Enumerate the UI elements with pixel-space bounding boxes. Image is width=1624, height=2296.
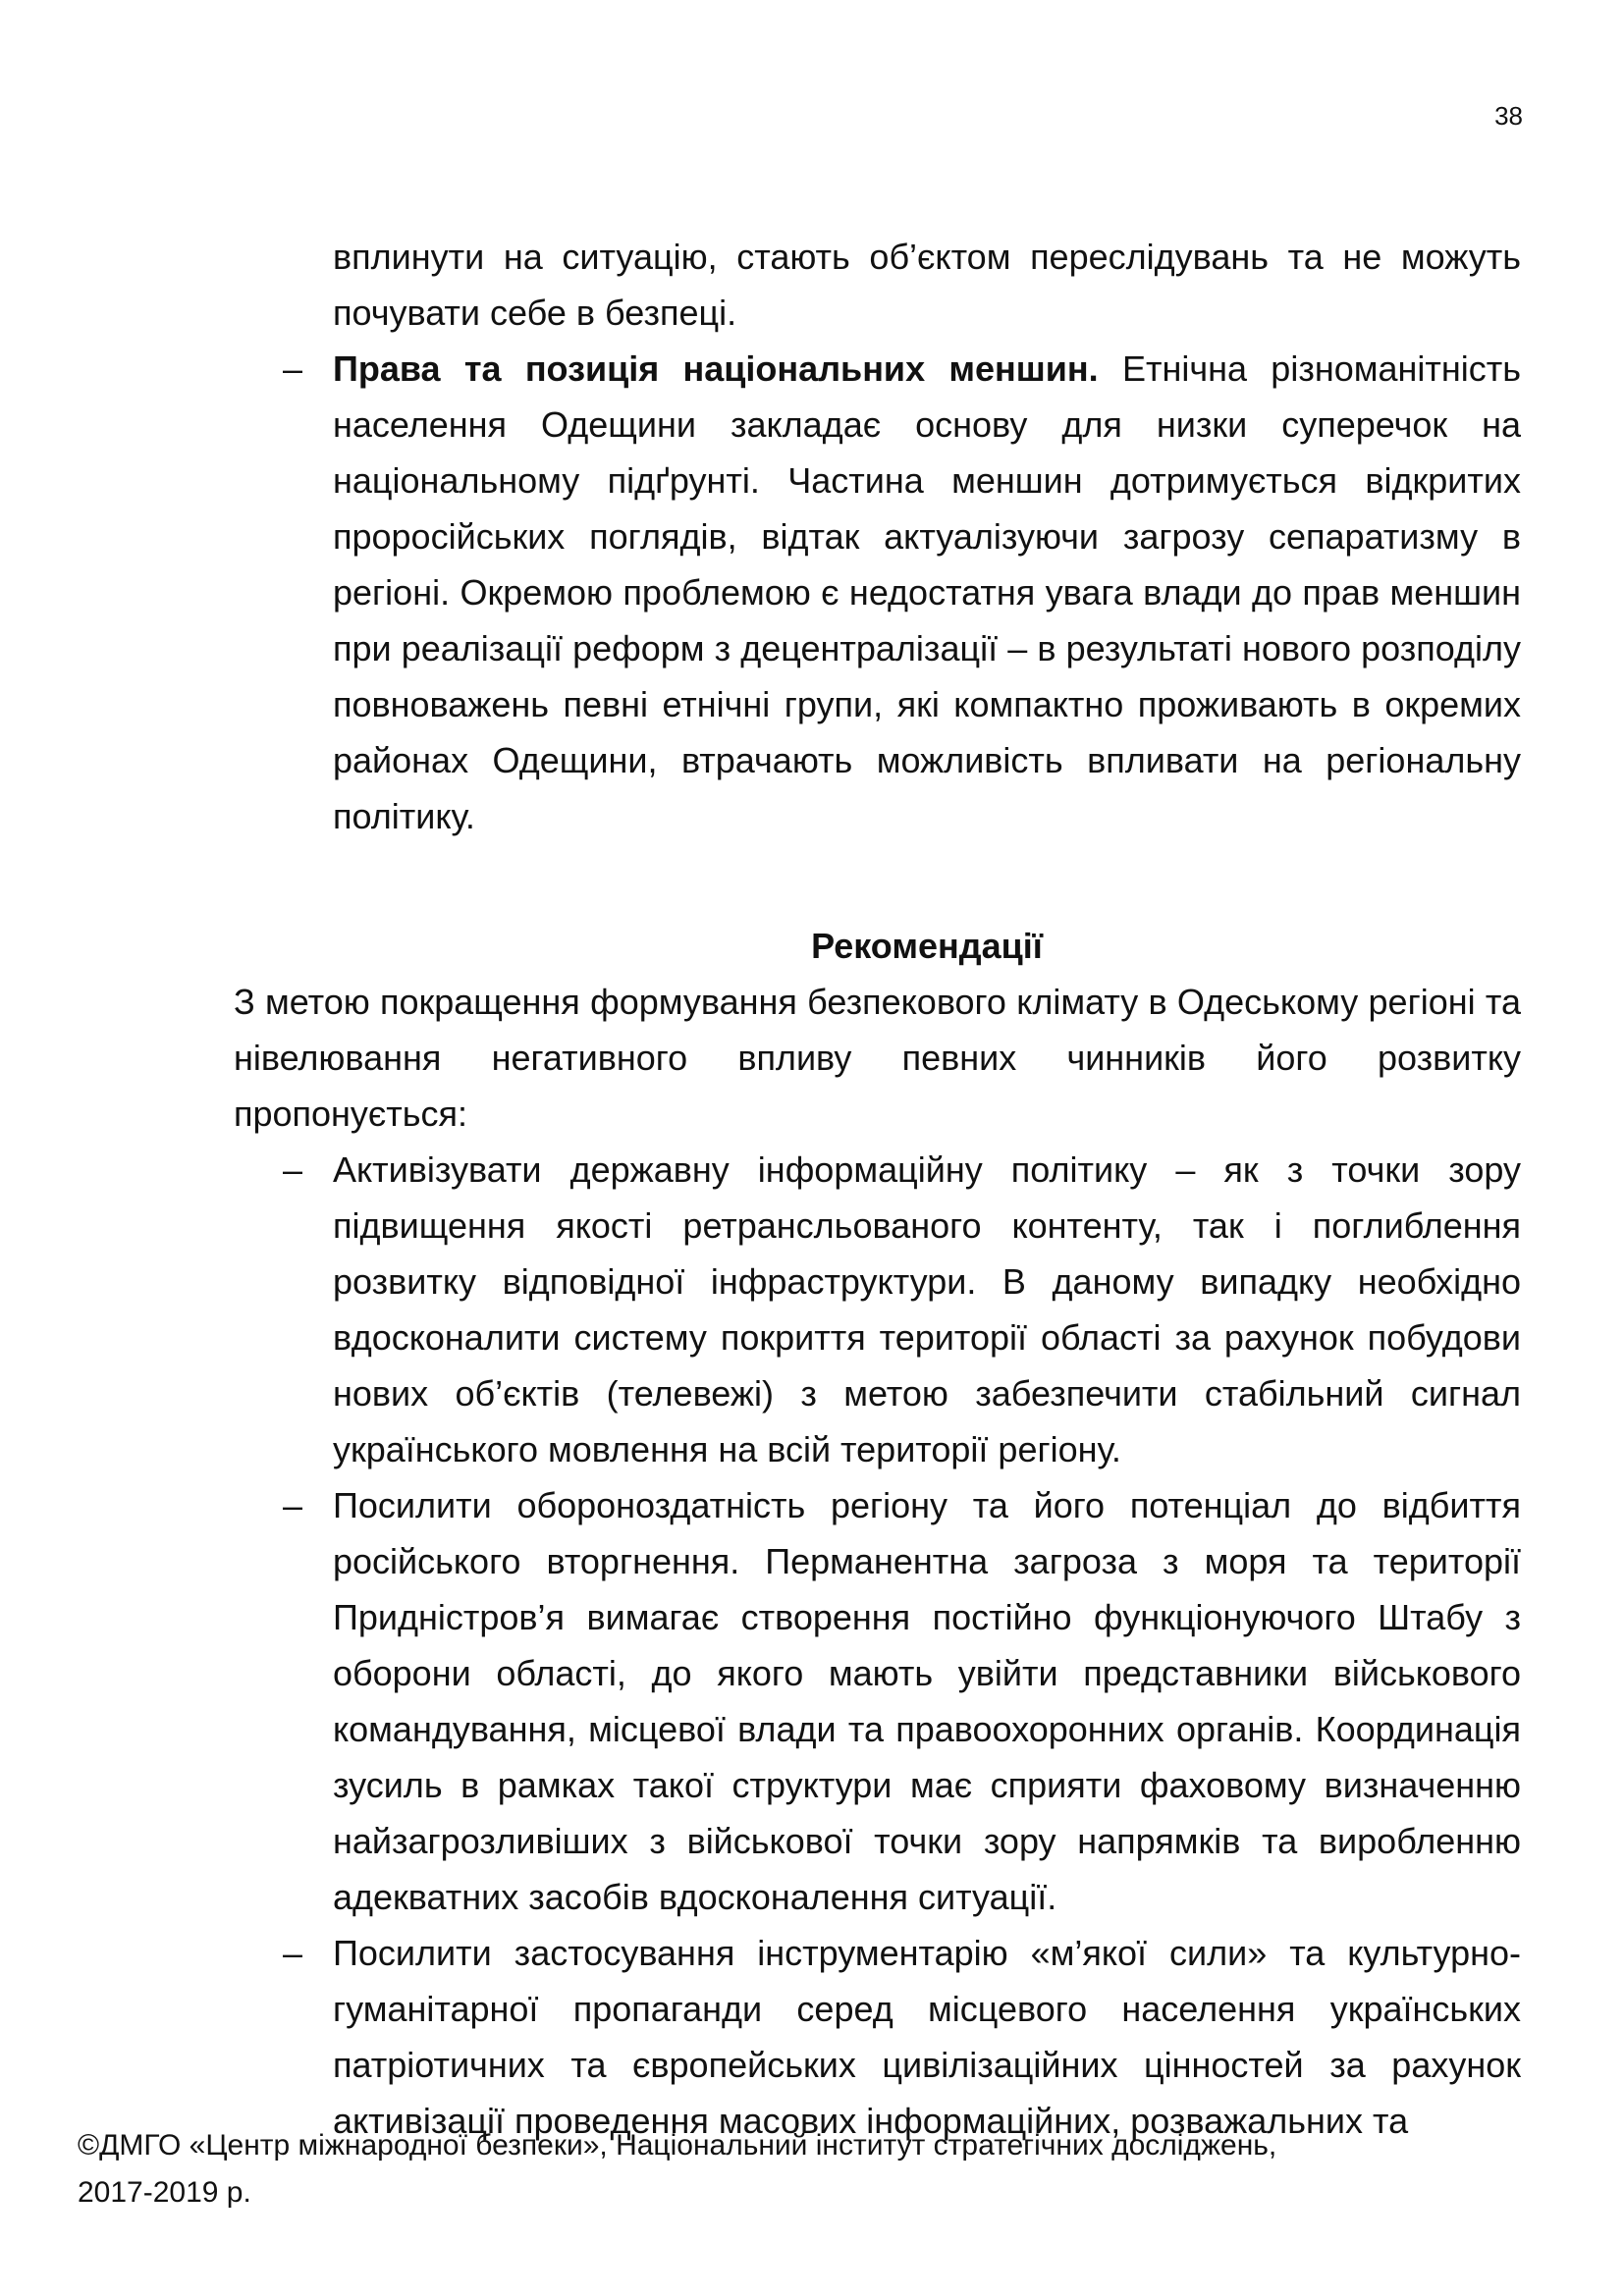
recommendation-item-3 [234,1925,1521,2149]
continuation-text: вплинути на ситуацію, стають об’єктом переслідувань та не можуть почувати себе в безпеці. [333,237,1521,333]
recommendation-text: Посилити застосування інструментарію «м’якої сили» та культурно-гуманітарної пропаганди серед місцевого населення українських патріотичних та європейських цивілізаційних цінностей за рахунок активізації проведення масових інформаційних, розважальних та [333,1933,1521,2141]
recommendation-item-2 [234,1477,1521,1925]
document-body [234,229,1521,2149]
bullet-text: Етнічна різноманітність населення Одещини закладає основу для низки суперечок на національному підґрунті. Частина меншин дотримується відкритих проросійських поглядів, відтак актуалізуючи загрозу сепаратизму в регіоні. Окремою проблемою є недостатня увага влади до прав меншин при реалізації реформ з децентралізації – в результаті нового розподілу повноважень певні етнічні групи, які компактно проживають в окремих районах Одещини, втрачають можливість впливати на регіональну політику. [333,348,1521,836]
dash-marker: – [283,1933,303,1973]
dash-marker: – [283,1149,303,1190]
footer-copyright-line: ©ДМГО «Центр міжнародної безпеки», Національний інститут стратегічних досліджень, [78,2129,1277,2162]
page-footer [78,2122,1501,2216]
recommendation-text: Активізувати державну інформаційну політику – як з точки зору підвищення якості ретрансльованого контенту, так і поглиблення розвитку відповідної інфраструктури. В даному випадку необхідно вдосконалити систему покриття території області за рахунок побудови нових об’єктів (телевежі) з метою забезпечити стабільний сигнал українського мовлення на всій території регіону. [333,1149,1521,1469]
continuation-paragraph [234,229,1521,341]
recommendations-intro: З метою покращення формування безпекового клімату в Одеському регіоні та нівелювання негативного впливу певних чинників його розвитку пропонується: [234,982,1521,1134]
bullet-bold-lead: Права та позиція національних меншин. [333,348,1099,389]
recommendation-item-1 [234,1142,1521,1477]
recommendations-heading: Рекомендації [811,926,1043,966]
footer-years-line: 2017-2019 р. [78,2176,251,2209]
bullet-national-minorities [234,341,1521,844]
dash-marker: – [283,348,303,389]
recommendation-text: Посилити обороноздатність регіону та його потенціал до відбиття російського вторгнення. Перманентна загроза з моря та території Придністров’я вимагає створення постійно функціонуючого Штабу з оборони області, до якого мають увійти представники військового командування, місцевої влади та правоохоронних органів. Координація зусиль в рамках такої структури має сприяти фаховому визначенню найзагрозливіших з військової точки зору напрямків та виробленню адекватних засобів вдосконалення ситуації. [333,1485,1521,1917]
dash-marker: – [283,1485,303,1525]
page-number: 38 [1494,101,1523,131]
